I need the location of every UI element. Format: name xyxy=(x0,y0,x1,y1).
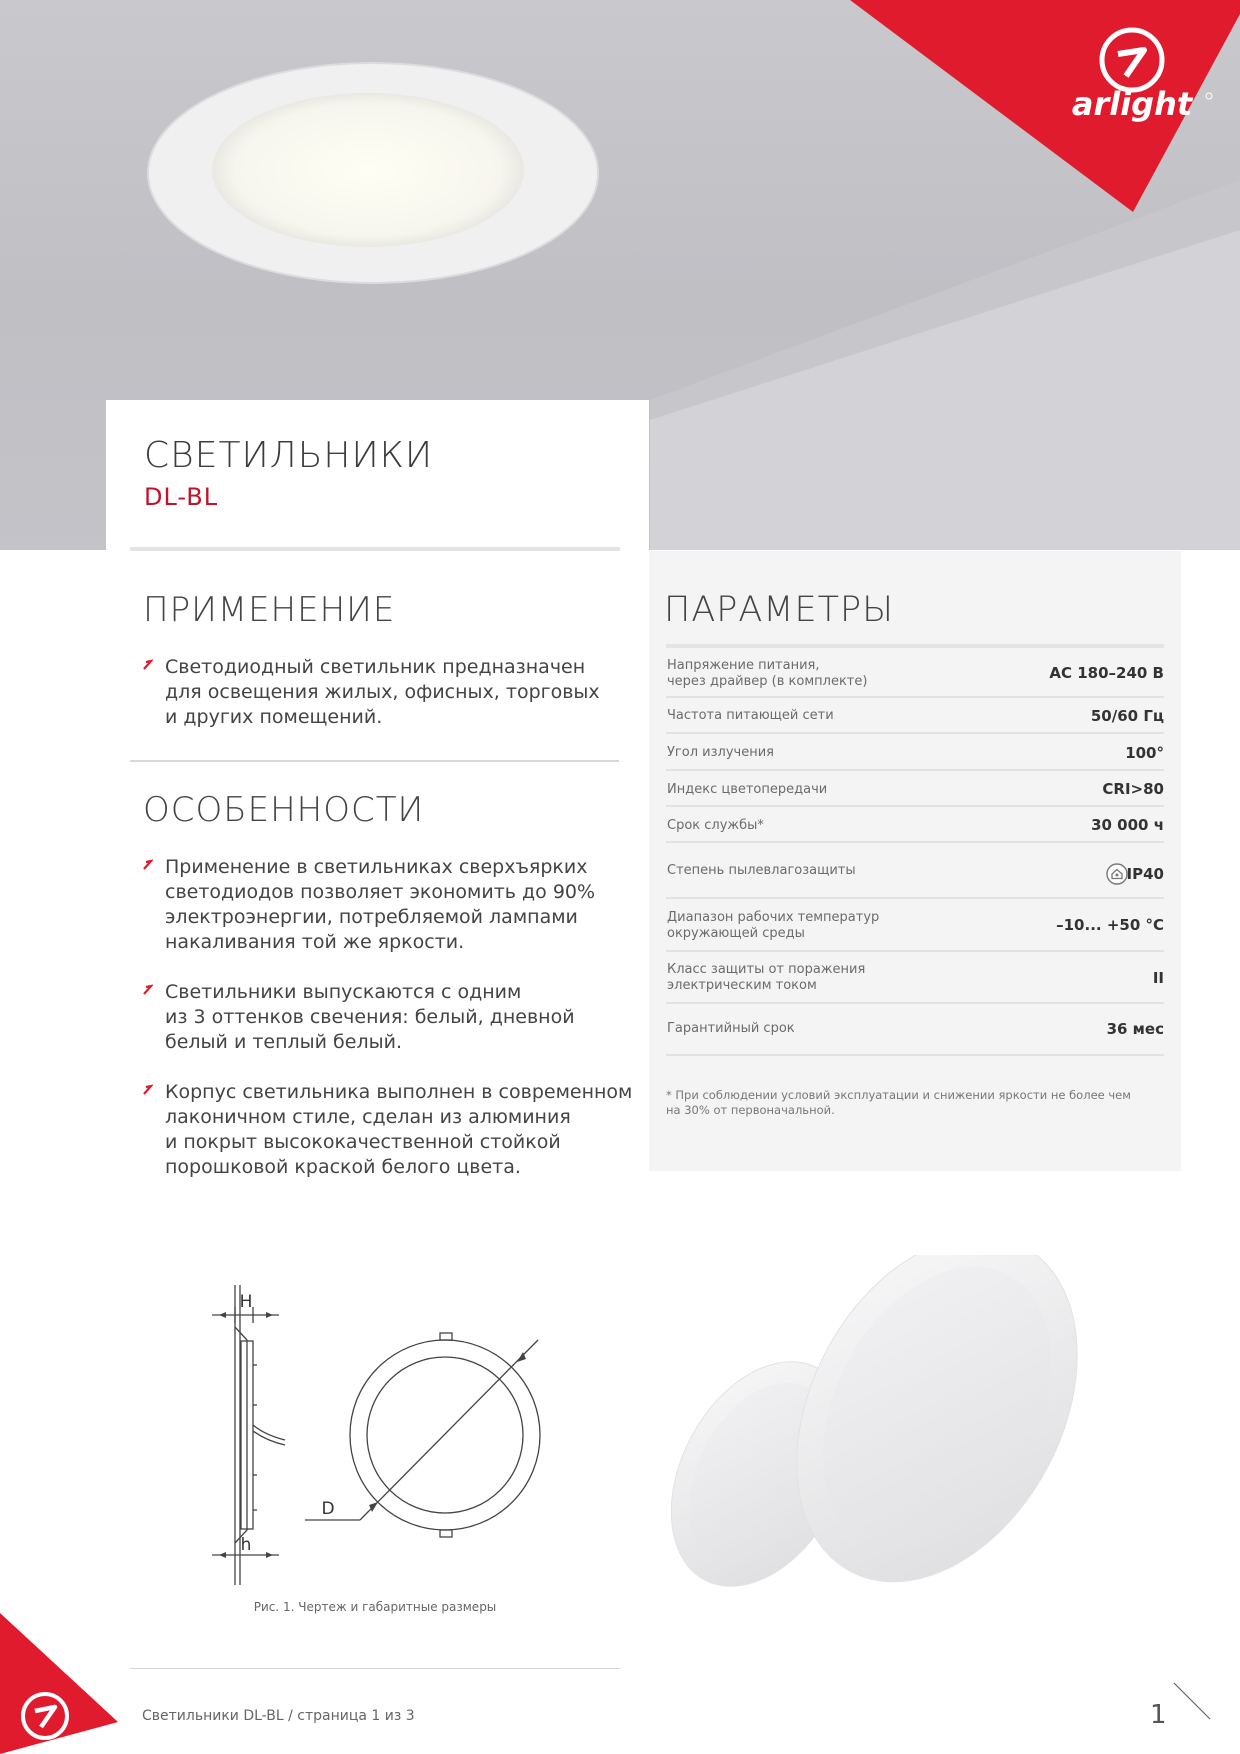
feature-bullet xyxy=(143,855,623,955)
param-row xyxy=(666,807,1164,843)
title-underline xyxy=(130,547,620,551)
feature-bullet xyxy=(143,1080,653,1180)
param-value: IP40 xyxy=(1126,865,1164,883)
feature-bullet xyxy=(143,980,623,1055)
application-bullet xyxy=(143,655,623,730)
param-label: Класс защиты от поражения электрическим током xyxy=(667,962,866,993)
param-value: 30 000 ч xyxy=(1091,816,1164,834)
feature-bullet-text: Светильники выпускаются с одним из 3 оттенков свечения: белый, дневной белый и теплый белый. xyxy=(165,981,575,1053)
param-row xyxy=(666,698,1164,734)
param-label: Срок службы* xyxy=(667,818,764,833)
param-label: Угол излучения xyxy=(667,745,774,760)
param-label: Напряжение питания, через драйвер (в комплекте) xyxy=(667,658,868,689)
arlight-logo xyxy=(850,0,1240,215)
document-title: СВЕТИЛЬНИКИ xyxy=(144,435,434,476)
page-number: 1 xyxy=(1150,1700,1167,1730)
features-heading: ОСОБЕННОСТИ xyxy=(143,790,425,830)
footer-line xyxy=(130,1668,620,1669)
parameters-heading: ПАРАМЕТРЫ xyxy=(664,590,894,630)
bullet-arrow-icon xyxy=(143,857,153,873)
bullet-arrow-icon xyxy=(143,1082,153,1098)
product-photo xyxy=(660,1255,1140,1595)
svg-text:arlight: arlight xyxy=(1071,85,1193,123)
footer-text: Светильники DL-BL / страница 1 из 3 xyxy=(142,1708,415,1724)
application-bullet-text: Светодиодный светильник предназначен для освещения жилых, офисных, торговых и других помещений. xyxy=(165,656,600,728)
param-row xyxy=(666,899,1164,952)
dim-label-H: H xyxy=(239,1292,253,1312)
page-corner-line xyxy=(1172,1681,1212,1721)
param-row xyxy=(666,952,1164,1004)
param-value: 100° xyxy=(1125,744,1164,762)
application-heading: ПРИМЕНЕНИЕ xyxy=(143,590,396,630)
param-row xyxy=(666,771,1164,807)
param-row xyxy=(666,843,1164,899)
param-label: Частота питающей сети xyxy=(667,708,834,723)
param-value: II xyxy=(1152,969,1164,987)
bullet-arrow-icon xyxy=(143,982,153,998)
param-row xyxy=(666,734,1164,771)
param-label: Индекс цветопередачи xyxy=(667,782,828,797)
feature-bullet-text: Корпус светильника выполнен в современном лаконичном стиле, сделан из алюминия и покрыт высококачественной стойкой порошковой краской белого цвета. xyxy=(165,1081,633,1178)
param-value: CRI>80 xyxy=(1102,780,1164,798)
param-row xyxy=(666,650,1164,698)
parameters-top-line xyxy=(666,644,1164,648)
param-value: 36 мес xyxy=(1106,1020,1164,1038)
figure-caption: Рис. 1. Чертеж и габаритные размеры xyxy=(253,1600,497,1614)
dim-label-h: h xyxy=(240,1535,252,1555)
dim-label-D: D xyxy=(321,1499,335,1519)
param-value: –10... +50 °С xyxy=(1056,916,1164,934)
param-label: Гарантийный срок xyxy=(667,1021,795,1036)
param-label: Диапазон рабочих температур окружающей среды xyxy=(667,910,880,941)
param-label: Степень пылевлагозащиты xyxy=(667,863,856,878)
dimension-drawing xyxy=(195,1285,565,1595)
footer-logo-corner xyxy=(0,1613,120,1754)
bullet-arrow-icon xyxy=(143,657,153,673)
downlight-panel xyxy=(212,93,524,247)
document-subtitle: DL-BL xyxy=(144,483,219,511)
param-value: AC 180–240 В xyxy=(1049,664,1164,682)
parameters-footnote: * При соблюдении условий эксплуатации и снижении яркости не более чем на 30% от первоначальной. xyxy=(666,1088,1131,1117)
param-row xyxy=(666,1004,1164,1056)
ip-protection-icon xyxy=(1106,863,1128,885)
feature-bullet-text: Применение в светильниках сверхъярких светодиодов позволяет экономить до 90% электроэнергии, потребляемой лампами накаливания той же яркости. xyxy=(165,856,596,953)
param-value: 50/60 Гц xyxy=(1090,707,1164,725)
section-divider xyxy=(130,760,619,762)
